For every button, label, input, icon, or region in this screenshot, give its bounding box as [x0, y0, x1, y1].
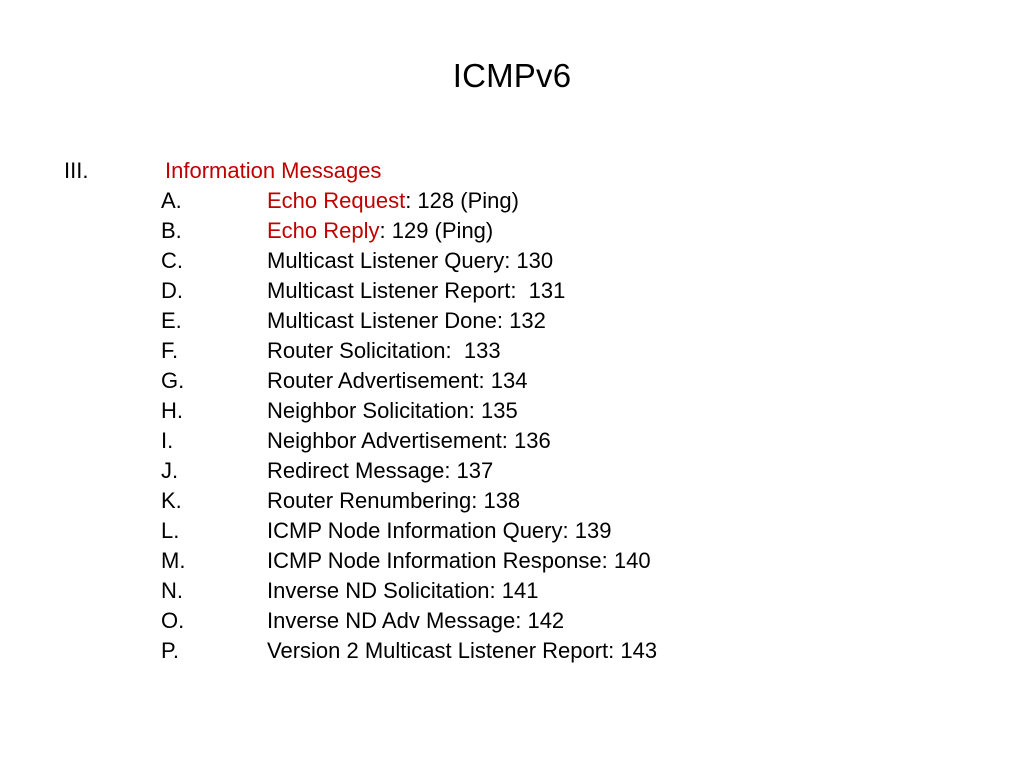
message-type-name: Redirect Message [267, 458, 445, 483]
message-type-name: Echo Request [267, 188, 406, 213]
item-letter: H. [161, 398, 183, 423]
item-letter: N. [161, 578, 183, 603]
message-type-item [64, 216, 964, 246]
message-type-code: : 138 [471, 488, 521, 513]
message-type-item [64, 636, 964, 666]
message-type-code: : 132 [496, 308, 546, 333]
message-type-name: Multicast Listener Query [267, 248, 505, 273]
message-type-code: : 128 (Ping) [405, 188, 519, 213]
message-type-name: Inverse ND Solicitation [267, 578, 490, 603]
item-text [267, 456, 493, 486]
message-type-code: : 129 (Ping) [379, 218, 494, 243]
item-letter: B. [161, 218, 182, 243]
message-type-item [64, 606, 964, 636]
message-type-code: : 141 [489, 578, 539, 603]
item-text [267, 606, 564, 636]
item-text [267, 396, 518, 426]
item-text [267, 186, 519, 216]
slide-title: ICMPv6 [452, 57, 572, 94]
item-letter: G. [161, 368, 185, 393]
message-type-item [64, 186, 964, 216]
message-type-item [64, 336, 964, 366]
item-letter: E. [161, 308, 182, 333]
item-letter: F. [161, 338, 179, 363]
message-type-item [64, 486, 964, 516]
message-type-name: Neighbor Solicitation [267, 398, 469, 423]
item-letter: C. [161, 248, 183, 273]
message-type-name: Multicast Listener Report [267, 278, 511, 303]
item-text [267, 306, 546, 336]
item-text [267, 636, 657, 666]
item-letter: A. [161, 188, 182, 213]
message-type-item [64, 576, 964, 606]
item-text [267, 216, 493, 246]
item-text [267, 486, 520, 516]
message-type-name: Router Advertisement [267, 368, 479, 393]
message-type-item [64, 546, 964, 576]
message-type-item [64, 306, 964, 336]
item-letter: I. [161, 428, 174, 453]
message-type-code: : 131 [510, 278, 566, 303]
item-letter: L. [161, 518, 180, 543]
item-text [267, 366, 527, 396]
message-type-name: Multicast Listener Done [267, 308, 497, 333]
item-text [267, 246, 553, 276]
outline-section [64, 156, 964, 666]
message-type-item [64, 426, 964, 456]
message-type-code: : 130 [504, 248, 554, 273]
item-text [267, 276, 565, 306]
message-type-name: Neighbor Advertisement [267, 428, 502, 453]
item-letter: P. [161, 638, 179, 663]
message-type-item [64, 456, 964, 486]
item-letter: M. [161, 548, 186, 573]
message-type-name: Version 2 Multicast Listener Report [267, 638, 609, 663]
message-type-code: : 143 [608, 638, 658, 663]
item-text [267, 546, 651, 576]
message-type-code: : 137 [444, 458, 494, 483]
message-type-item [64, 516, 964, 546]
item-letter: J. [161, 458, 179, 483]
message-type-code: : 135 [468, 398, 518, 423]
message-type-item [64, 396, 964, 426]
message-type-name: ICMP Node Information Query [267, 518, 563, 543]
message-type-name: Router Renumbering [267, 488, 472, 513]
item-letter: O. [161, 608, 185, 633]
message-type-item [64, 276, 964, 306]
message-type-item [64, 246, 964, 276]
message-type-name: Router Solicitation [267, 338, 446, 363]
message-type-code: : 142 [515, 608, 565, 633]
message-type-name: ICMP Node Information Response [267, 548, 602, 573]
item-text [267, 336, 501, 366]
message-type-name: Inverse ND Adv Message [267, 608, 516, 633]
message-type-code: : 134 [478, 368, 528, 393]
message-type-code: : 133 [445, 338, 501, 363]
message-type-list [64, 186, 964, 666]
section-label: Information Messages [165, 158, 382, 183]
message-type-code: : 140 [601, 548, 651, 573]
item-text [267, 426, 551, 456]
section-number: III. [64, 158, 89, 183]
item-letter: K. [161, 488, 182, 513]
message-type-code: : 136 [501, 428, 551, 453]
message-type-name: Echo Reply [267, 218, 380, 243]
item-text [267, 576, 538, 606]
message-type-code: : 139 [562, 518, 612, 543]
section-heading [64, 156, 964, 186]
item-letter: D. [161, 278, 183, 303]
message-type-item [64, 366, 964, 396]
item-text [267, 516, 611, 546]
